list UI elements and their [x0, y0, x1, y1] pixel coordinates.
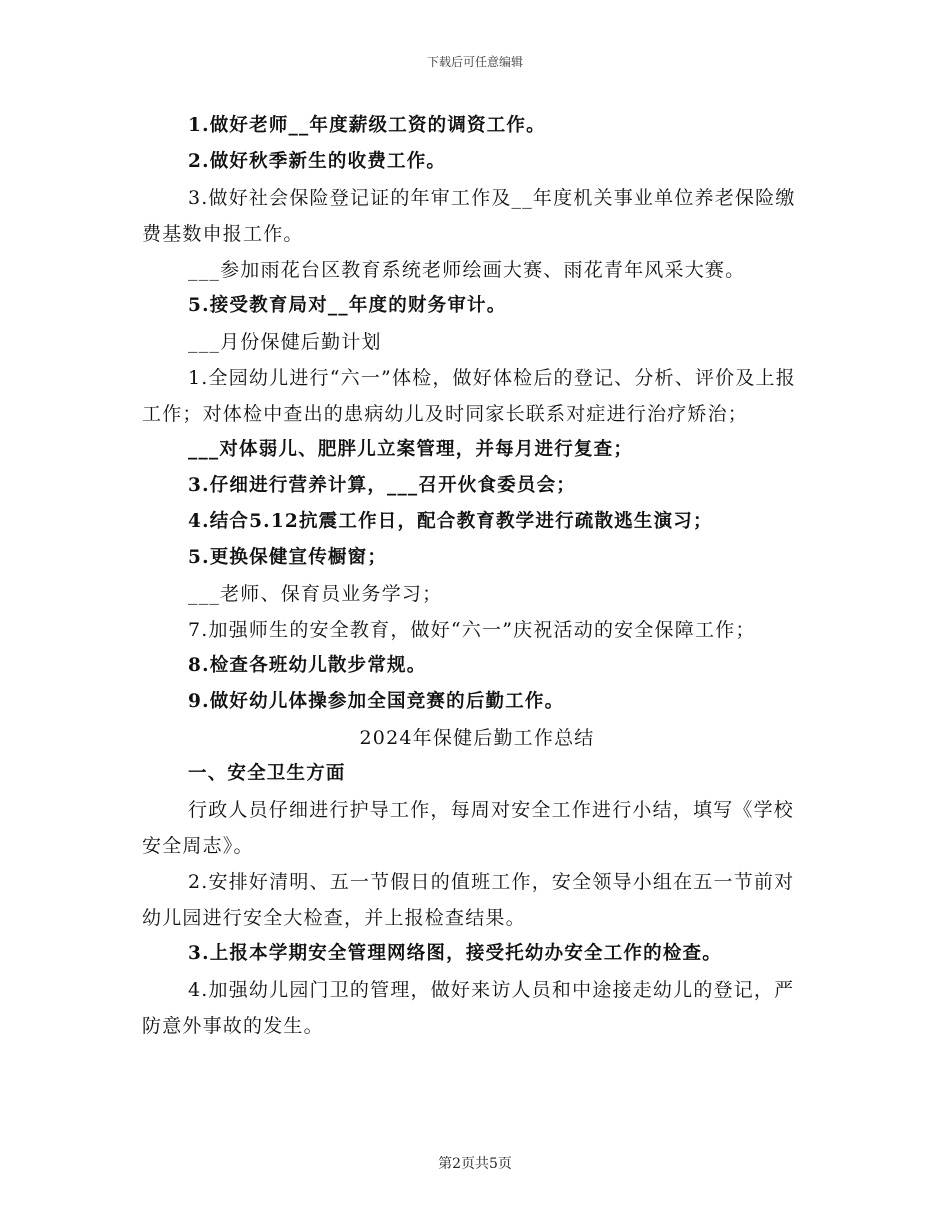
item-weak-obese-records: ___对体弱儿、肥胖儿立案管理，并每月进行复查； — [188, 439, 634, 460]
item-holiday-duty: 2.安排好清明、五一节假日的值班工作，安全领导小组在五一节前对幼儿园进行安全大检查，并上报检查结果。 — [142, 871, 795, 929]
item-nutrition-calc: 3.仔细进行营养计算，___召开伙食委员会； — [188, 475, 576, 496]
section-monthly-plan-title: ___月份保健后勤计划 — [188, 331, 382, 353]
document-body — [142, 108, 812, 1044]
item-walk-routine: 8.检查各班幼儿散步常规。 — [188, 655, 427, 676]
item-painting-contest: ___参加雨花台区教育系统老师绘画大赛、雨花青年风采大赛。 — [188, 259, 746, 281]
item-autumn-fees: 2.做好秋季新生的收费工作。 — [188, 151, 447, 172]
item-evacuation-drill: 4.结合5.12抗震工作日，配合教育教学进行疏散逃生演习； — [188, 511, 713, 532]
page-number: 第2页共5页 — [438, 1156, 512, 1172]
summary-title: 2024年保健后勤工作总结 — [359, 727, 595, 749]
item-gate-management: 4.加强幼儿园门卫的管理，做好来访人员和中途接走幼儿的登记，严防意外事故的发生。 — [142, 979, 795, 1037]
page-header: 下载后可任意编辑 — [426, 55, 523, 69]
item-financial-audit: 5.接受教育局对__年度的财务审计。 — [188, 295, 507, 316]
item-patrol-duty: 行政人员仔细进行护导工作，每周对安全工作进行小结，填写《学校安全周志》。 — [142, 799, 795, 857]
section-safety-hygiene: 一、安全卫生方面 — [188, 763, 346, 784]
item-gymnastics-support: 9.做好幼儿体操参加全国竞赛的后勤工作。 — [188, 691, 565, 712]
item-safety-education: 7.加强师生的安全教育，做好“六一”庆祝活动的安全保障工作； — [188, 619, 756, 641]
item-salary-adjustment: 1.做好老师__年度薪级工资的调资工作。 — [188, 115, 546, 136]
item-health-window: 5.更换保健宣传橱窗； — [188, 547, 388, 568]
item-social-insurance: 3.做好社会保险登记证的年审工作及__年度机关事业单位养老保险缴费基数申报工作。 — [142, 187, 796, 245]
item-staff-training: ___老师、保育员业务学习； — [188, 583, 443, 605]
item-safety-network: 3.上报本学期安全管理网络图，接受托幼办安全工作的检查。 — [188, 943, 722, 964]
item-physical-exam: 1.全园幼儿进行“六一”体检，做好体检后的登记、分析、评价及上报工作；对体检中查出的患病幼儿及时同家长联系对症进行治疗矫治； — [142, 367, 796, 425]
